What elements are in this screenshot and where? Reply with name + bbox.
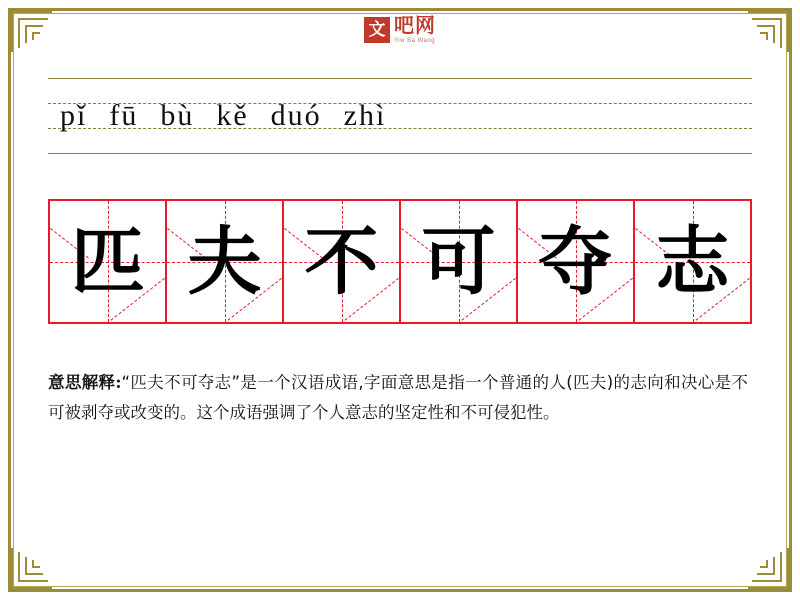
- pinyin-staff: [48, 78, 752, 154]
- character-glyph: 夺: [538, 218, 613, 305]
- character-glyph: 不: [304, 218, 379, 305]
- grid-cell: [284, 201, 401, 322]
- pinyin-syllable: kě: [216, 99, 249, 132]
- character-grid: [48, 199, 752, 324]
- grid-cell: [635, 201, 750, 322]
- pinyin-text: [48, 78, 752, 154]
- corner-ornament-bottom-right: [744, 544, 790, 590]
- pinyin-syllable: fū: [109, 99, 139, 132]
- character-glyph: 匹: [70, 218, 145, 305]
- character-glyph: 志: [655, 218, 730, 305]
- character-glyph: 夫: [187, 218, 262, 305]
- logo-chinese-name: 吧网: [394, 15, 436, 37]
- explanation-label: 意思解释:: [48, 373, 122, 392]
- pinyin-syllable: bù: [160, 99, 195, 132]
- explanation-text: “匹夫不可夺志”是一个汉语成语,字面意思是指一个普通的人(匹夫)的志向和决心是不可被剥夺或改变的。这个成语强调了个人意志的坚定性和不可侵犯性。: [48, 373, 749, 422]
- logo-mark-icon: 文: [364, 17, 390, 43]
- logo-text: [394, 16, 436, 44]
- pinyin-syllable: duó: [270, 99, 322, 132]
- grid-cell: [50, 201, 167, 322]
- explanation-paragraph: [48, 368, 748, 428]
- logo-english-name: Yiw Ba Wang: [394, 38, 436, 44]
- grid-cell: [167, 201, 284, 322]
- grid-cell: [401, 201, 518, 322]
- pinyin-syllable: zhì: [343, 99, 387, 132]
- character-glyph: 可: [421, 218, 496, 305]
- pinyin-syllable: pǐ: [60, 99, 88, 132]
- corner-ornament-top-left: [10, 10, 56, 56]
- corner-ornament-bottom-left: [10, 544, 56, 590]
- corner-ornament-top-right: [744, 10, 790, 56]
- site-logo[interactable]: [358, 14, 442, 44]
- grid-cell: [518, 201, 635, 322]
